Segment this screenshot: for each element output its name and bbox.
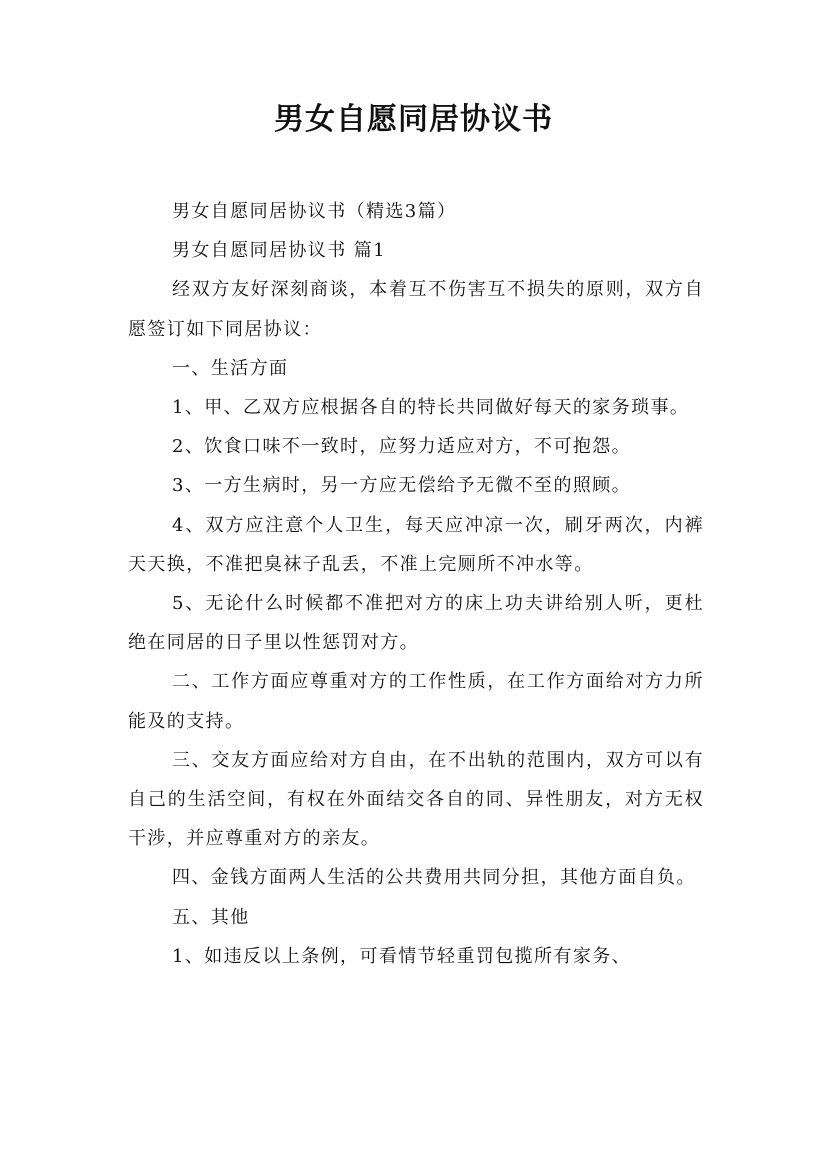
paragraph-other-heading: 五、其他 bbox=[172, 906, 250, 928]
paragraph-section-heading: 男女自愿同居协议书 篇1 bbox=[172, 240, 386, 262]
paragraph-life-item-5: 5、无论什么时候都不准把对方的床上功夫讲给别人听，更杜绝在同居的日子里以性惩罚对方。 bbox=[128, 593, 704, 654]
paragraph-life-heading: 一、生活方面 bbox=[172, 357, 289, 379]
paragraph-subtitle: 男女自愿同居协议书（精选3篇） bbox=[172, 201, 457, 222]
paragraph-money: 四、金钱方面两人生活的公共费用共同分担，其他方面自负。 bbox=[172, 867, 696, 889]
document-body bbox=[128, 192, 704, 976]
paragraph-life-item-1: 1、甲、乙双方应根据各自的特长共同做好每天的家务琐事。 bbox=[172, 397, 690, 419]
paragraph-friends: 三、交友方面应给对方自由，在不出轨的范围内，双方可以有自己的生活空间，有权在外面结交各自的同、异性朋友，对方无权干涉，并应尊重对方的亲友。 bbox=[128, 749, 704, 850]
paragraph-other-item-1: 1、如违反以上条例，可看情节轻重罚包揽所有家务、 bbox=[172, 945, 632, 967]
document-title: 男女自愿同居协议书 bbox=[274, 102, 553, 137]
paragraph-work: 二、工作方面应尊重对方的工作性质，在工作方面给对方力所能及的支持。 bbox=[128, 671, 704, 732]
paragraph-life-item-2: 2、饮食口味不一致时，应努力适应对方，不可抱怨。 bbox=[172, 436, 632, 458]
paragraph-life-item-4: 4、双方应注意个人卫生，每天应冲凉一次，刷牙两次，内裤天天换，不准把臭袜子乱丢，不准上完厕所不冲水等。 bbox=[128, 514, 704, 575]
paragraph-life-item-3: 3、一方生病时，另一方应无偿给予无微不至的照顾。 bbox=[172, 475, 632, 497]
paragraph-preamble: 经双方友好深刻商谈，本着互不伤害互不损失的原则，双方自愿签订如下同居协议： bbox=[128, 279, 704, 340]
